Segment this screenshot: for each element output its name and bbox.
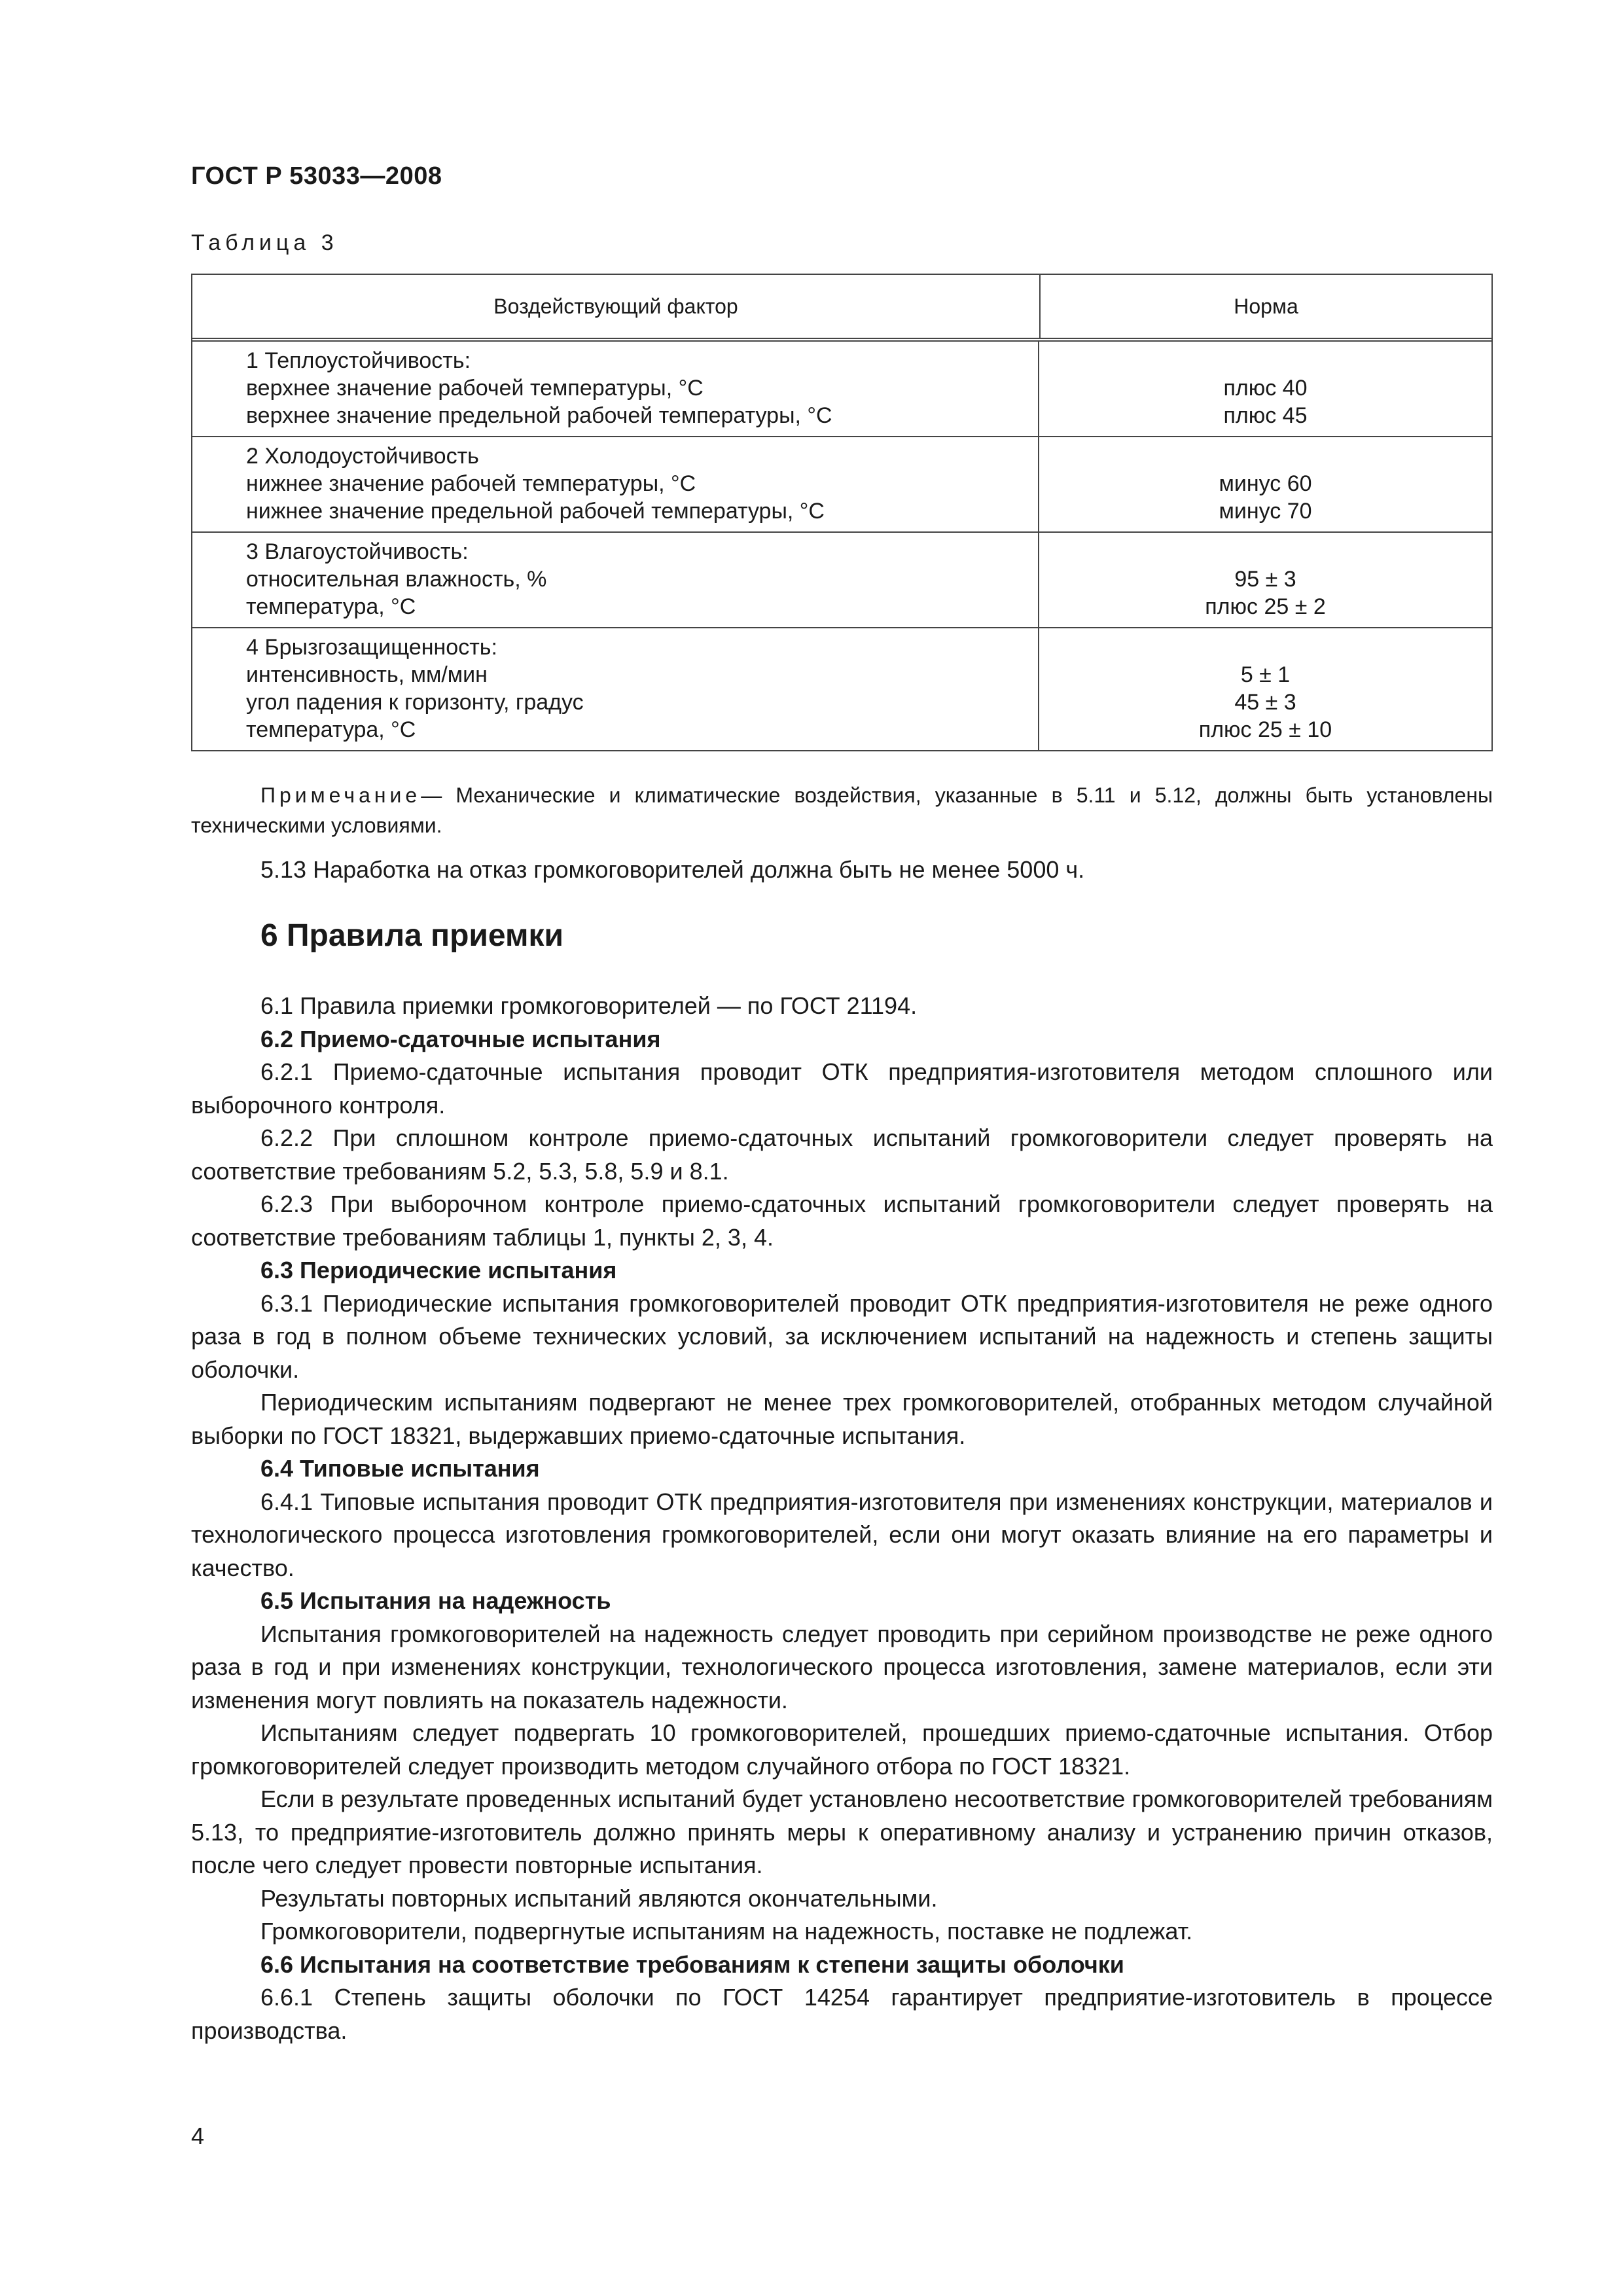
subsection-heading: 6.3 Периодические испытания xyxy=(260,1257,617,1283)
paragraph: Испытаниям следует подвергать 10 громкоговорителей, прошедших приемо-сдаточные испытания. Отбор громкоговорителей следует производить методом случайного отбора по ГОСТ 18321. xyxy=(191,1719,1493,1780)
paragraph: 6.2.1 Приемо-сдаточные испытания проводит ОТК предприятия-изготовителя методом сплошного или выборочного контроля. xyxy=(191,1058,1493,1119)
table-row xyxy=(192,531,1491,627)
note-text: — Механические и климатические воздействия, указанные в 5.11 и 5.12, должны быть установлены техническими условиями. xyxy=(191,783,1493,837)
section-body xyxy=(191,990,1493,2047)
factor-item: нижнее значение рабочей температуры, °С xyxy=(246,471,696,496)
paragraph: Испытания громкоговорителей на надежность следует проводить при серийном производстве не реже одного раза в год и при изменениях конструкции, технологического процесса изготовления, замене материалов, если эти изменения могут повлиять на показатель надежности. xyxy=(191,1620,1493,1713)
subsection-heading: 6.4 Типовые испытания xyxy=(260,1455,540,1482)
page-number: 4 xyxy=(191,2123,205,2149)
norm-value: минус 60 xyxy=(1219,471,1312,496)
norm-cell xyxy=(1039,437,1491,531)
factor-item: нижнее значение предельной рабочей температуры, °С xyxy=(246,499,825,524)
column-header-norm: Норма xyxy=(1234,294,1298,318)
table-row xyxy=(192,342,1491,436)
norm-spacer xyxy=(1039,347,1491,374)
norm-value: 5 ± 1 xyxy=(1240,662,1291,687)
factors-table xyxy=(191,274,1493,751)
paragraph: Результаты повторных испытаний являются окончательными. xyxy=(260,1884,938,1912)
table-row xyxy=(192,627,1491,750)
paragraph: 6.4.1 Типовые испытания проводит ОТК предприятия-изготовителя при изменениях конструкции, материалов и технологического процесса изготовления громкоговорителей, если они могут оказать влияние на его параметры и качество. xyxy=(191,1488,1493,1581)
table-caption: Таблица 3 xyxy=(191,230,338,255)
norm-value: плюс 25 ± 10 xyxy=(1198,717,1332,742)
norm-cell xyxy=(1039,342,1491,436)
factor-group-title: 4 Брызгозащищенность: xyxy=(246,635,497,660)
factor-item: верхнее значение рабочей температуры, °С xyxy=(246,376,704,401)
table-header xyxy=(192,275,1491,342)
factor-item: верхнее значение предельной рабочей температуры, °С xyxy=(246,403,832,428)
factor-cell xyxy=(192,437,1039,531)
norm-value: плюс 25 ± 2 xyxy=(1205,594,1326,619)
table-row xyxy=(192,436,1491,531)
paragraph: 6.2.3 При выборочном контроле приемо-сдаточных испытаний громкоговорители следует проверять на соответствие требованиям таблицы 1, пункты 2, 3, 4. xyxy=(191,1191,1493,1251)
standard-header: ГОСТ Р 53033—2008 xyxy=(191,162,442,190)
norm-spacer xyxy=(1039,634,1491,661)
factor-item: температура, °С xyxy=(246,594,416,619)
factor-cell xyxy=(192,342,1039,436)
paragraph: 6.1 Правила приемки громкоговорителей — по ГОСТ 21194. xyxy=(260,992,918,1019)
paragraph: 6.2.2 При сплошном контроле приемо-сдаточных испытаний громкоговорители следует проверять на соответствие требованиям 5.2, 5.3, 5.8, 5.9 и 8.1. xyxy=(191,1124,1493,1185)
factor-group-title: 3 Влагоустойчивость: xyxy=(246,539,469,564)
norm-value: 95 ± 3 xyxy=(1234,567,1296,592)
norm-value: плюс 40 xyxy=(1223,376,1308,401)
paragraph: 6.3.1 Периодические испытания громкоговорителей проводит ОТК предприятия-изготовителя не реже одного раза в год в полном объеме технических условий, за исключением испытаний на надежность и степень защиты оболочки. xyxy=(191,1289,1493,1383)
factor-cell xyxy=(192,533,1039,627)
paragraph: Периодическим испытаниям подвергают не менее трех громкоговорителей, отобранных методом случайной выборки по ГОСТ 18321, выдержавших приемо-сдаточные испытания. xyxy=(191,1389,1493,1449)
factor-item: интенсивность, мм/мин xyxy=(246,662,488,687)
norm-value: плюс 45 xyxy=(1223,403,1308,428)
subsection-heading: 6.2 Приемо-сдаточные испытания xyxy=(260,1025,661,1052)
paragraph: 6.6.1 Степень защиты оболочки по ГОСТ 14254 гарантирует предприятие-изготовитель в процессе производства. xyxy=(191,1984,1493,2044)
section-heading: 6 Правила приемки xyxy=(260,918,564,953)
factor-item: температура, °С xyxy=(246,717,416,742)
table-body xyxy=(192,342,1491,750)
factor-group-title: 2 Холодоустойчивость xyxy=(246,444,479,469)
column-header-factor: Воздействующий фактор xyxy=(192,275,1041,338)
paragraph-5-13: 5.13 Наработка на отказ громкоговорителей должна быть не менее 5000 ч. xyxy=(260,856,1085,883)
table-note xyxy=(191,780,1493,840)
factor-item: относительная влажность, % xyxy=(246,567,547,592)
paragraph: Громкоговорители, подвергнутые испытаниям на надежность, поставке не подлежат. xyxy=(260,1918,1193,1945)
factor-item: угол падения к горизонту, градус xyxy=(246,690,584,715)
norm-value: минус 70 xyxy=(1219,499,1312,524)
factor-group-title: 1 Теплоустойчивость: xyxy=(246,348,471,373)
subsection-heading: 6.6 Испытания на соответствие требованиям к степени защиты оболочки xyxy=(260,1950,1124,1978)
norm-cell xyxy=(1039,628,1491,750)
factor-cell xyxy=(192,628,1039,750)
paragraph: Если в результате проведенных испытаний будет установлено несоответствие громкоговорителей требованиям 5.13, то предприятие-изготовитель должно принять меры к оперативному анализу и устранению причин отказов, после чего следует провести повторные испытания. xyxy=(191,1785,1493,1878)
norm-spacer xyxy=(1039,442,1491,470)
norm-value: 45 ± 3 xyxy=(1234,690,1296,715)
subsection-heading: 6.5 Испытания на надежность xyxy=(260,1587,611,1614)
norm-cell xyxy=(1039,533,1491,627)
note-label: Примечание xyxy=(260,783,421,807)
norm-spacer xyxy=(1039,538,1491,565)
